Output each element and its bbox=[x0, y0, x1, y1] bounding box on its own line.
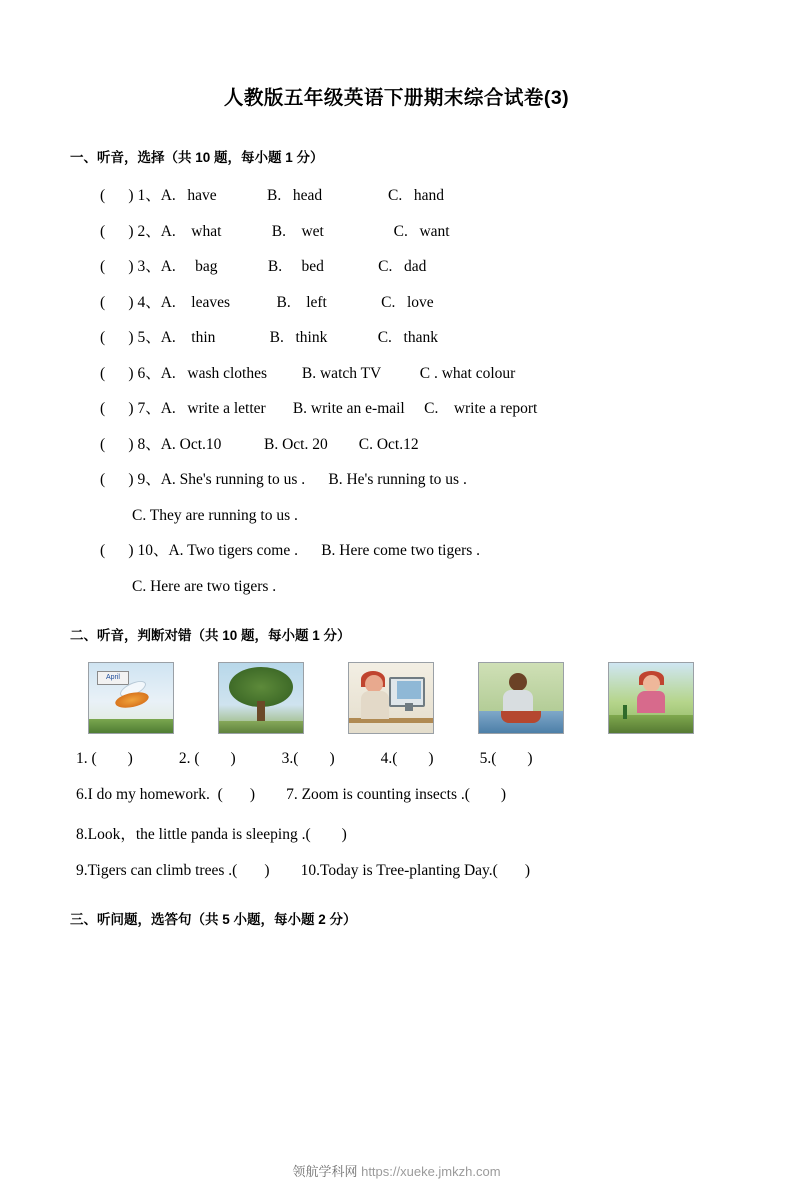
page-title: 人教版五年级英语下册期末综合试卷(3) bbox=[223, 87, 570, 109]
question-row: ( ) 2、A. what B. wet C. want bbox=[100, 222, 450, 240]
section-heading-listening-choice: 一、听音，选择（共 10 题，每小题 1 分） bbox=[70, 150, 324, 165]
grass-band bbox=[609, 715, 693, 733]
picture-wash-clothes bbox=[478, 662, 564, 734]
question-row: ( ) 4、A. leaves B. left C. love bbox=[100, 293, 434, 311]
answer-blank[interactable]: 3.( ) bbox=[281, 750, 335, 767]
sprout-icon bbox=[623, 705, 627, 719]
calendar-label: April bbox=[97, 671, 129, 685]
answer-blank[interactable]: 5.( ) bbox=[479, 750, 533, 767]
person-head bbox=[509, 673, 527, 691]
document-page bbox=[0, 82, 793, 1204]
picture-tree bbox=[218, 662, 304, 734]
question-list-section-1 bbox=[70, 188, 723, 594]
question-row: ( ) 8、A. Oct.10 B. Oct. 20 C. Oct.12 bbox=[100, 435, 419, 453]
grass-band bbox=[219, 721, 303, 733]
answer-blank-row bbox=[70, 750, 723, 768]
watermark-logo: 领航学科网 bbox=[292, 1164, 358, 1179]
watermark bbox=[0, 1161, 793, 1180]
question-row: ( ) 3、A. bag B. bed C. dad bbox=[100, 258, 427, 275]
basin-icon bbox=[501, 711, 541, 723]
answer-blank[interactable]: 2. ( ) bbox=[178, 750, 236, 767]
question-row: ( ) 5、A. thin B. think C. thank bbox=[100, 329, 438, 346]
picture-row bbox=[70, 662, 723, 734]
answer-blank[interactable]: 1. ( ) bbox=[76, 750, 133, 767]
question-row: ( ) 1、A. have B. head C. hand bbox=[100, 187, 444, 204]
monitor-stand bbox=[405, 703, 413, 711]
question-row: ( ) 9、A. She's running to us . B. He's running to us . bbox=[100, 471, 467, 488]
monitor-screen bbox=[397, 681, 421, 699]
person-body bbox=[361, 691, 389, 719]
person-body bbox=[637, 691, 665, 713]
section-heading-listening-truefalse: 二、听音，判断对错（共 10 题，每小题 1 分） bbox=[70, 628, 351, 643]
truefalse-line: 9.Tigers can climb trees .( ) 10.Today is Tree-planting Day.( ) bbox=[76, 862, 531, 879]
question-row: ( ) 10、A. Two tigers come . B. Here come two tigers . bbox=[100, 542, 481, 559]
grass-band bbox=[89, 719, 173, 733]
question-row-continuation: C. They are running to us . bbox=[132, 506, 298, 524]
picture-april-dragonfly bbox=[88, 662, 174, 734]
person-head bbox=[643, 675, 660, 692]
question-row: ( ) 7、A. write a letter B. write an e-mail C. write a report bbox=[100, 400, 538, 417]
truefalse-line: 8.Look，the little panda is sleeping .( ) bbox=[76, 826, 347, 843]
question-row-continuation: C. Here are two tigers . bbox=[132, 577, 277, 595]
picture-planting-girl bbox=[608, 662, 694, 734]
truefalse-line: 6.I do my homework. ( ) 7. Zoom is counting insects .( ) bbox=[76, 786, 507, 803]
section-heading-listening-answer: 三、听问题，选答句（共 5 小题，每小题 2 分） bbox=[70, 912, 357, 927]
picture-computer bbox=[348, 662, 434, 734]
answer-blank[interactable]: 4.( ) bbox=[380, 750, 434, 767]
watermark-url: https://xueke.jmkzh.com bbox=[361, 1164, 501, 1179]
question-row: ( ) 6、A. wash clothes B. watch TV C . what colour bbox=[100, 364, 516, 382]
